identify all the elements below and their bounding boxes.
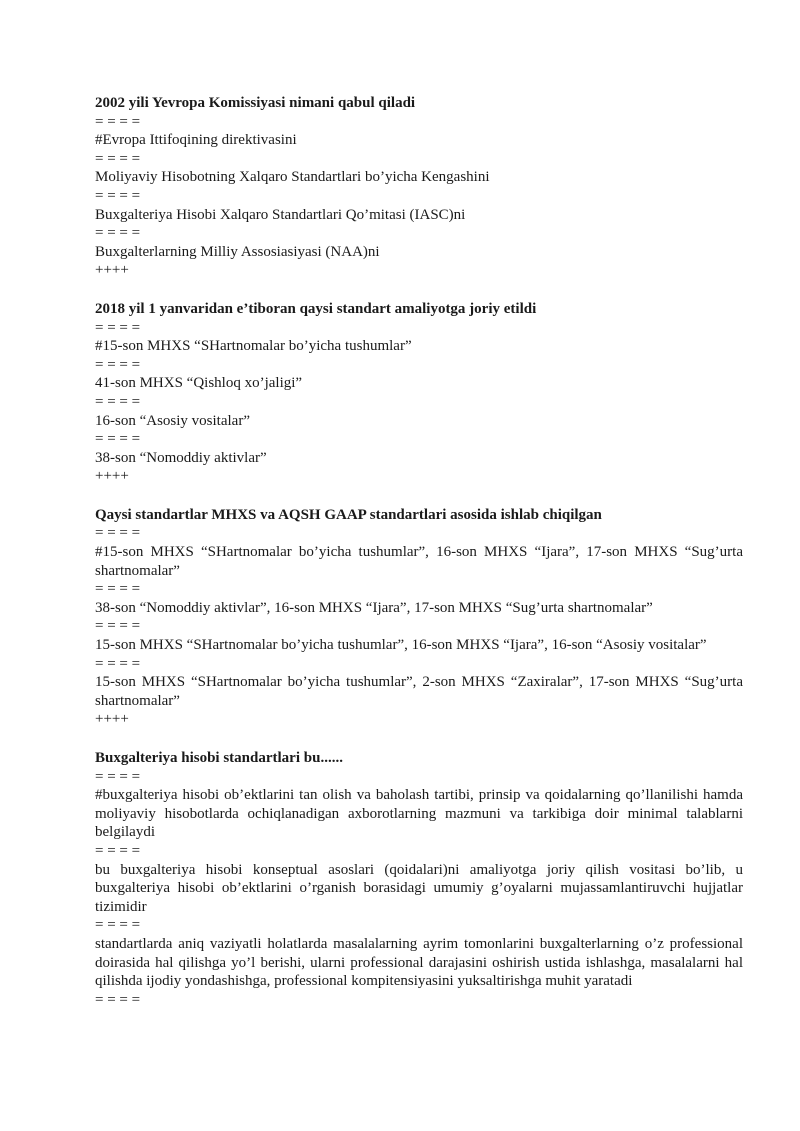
answer-option: #Evropa Ittifoqining direktivasini — [95, 132, 297, 149]
end-marker: ++++ — [95, 468, 129, 485]
separator: = = = = — [95, 113, 141, 130]
answer-option: 38-son “Nomoddiy aktivlar” — [95, 449, 267, 466]
answer-option: standartlarda aniq vaziyatli holatlarda masalalarning ayrim tomonlarini buxgalterlarning o’z professional doirasida hal qilishga yo’l berishi, ularni professional darajasini oshirish ustida ishlashga, masalalarni hal qilishda ijodiy yondashishga, professional kompitensiyasini yuksaltirishga muhit yaratadi — [95, 935, 743, 990]
separator: = = = = — [95, 655, 141, 672]
answer-option: Buxgalterlarning Milliy Assosiasiyasi (NAA)ni — [95, 243, 380, 260]
separator: = = = = — [95, 525, 141, 542]
answer-option: #15-son MHXS “SHartnomalar bo’yicha tushumlar”, 16-son MHXS “Ijara”, 17-son MHXS “Sug’urta shartnomalar” — [95, 544, 743, 579]
answer-option: 15-son MHXS “SHartnomalar bo’yicha tushumlar”, 2-son MHXS “Zaxiralar”, 17-son MHXS “Sug’urta shartnomalar” — [95, 674, 743, 709]
separator: = = = = — [95, 581, 141, 598]
separator: = = = = — [95, 150, 141, 167]
answer-option: bu buxgalteriya hisobi konseptual asoslari (qoidalari)ni amaliyotga joriy qilish vositasi bo’lib, u buxgalteriya hisobi ob’ektlarini o’rganish borasidagi umumiy g’oyalarni mujassamlantiruvchi hujjatlar tizimidir — [95, 861, 743, 915]
answer-option: 16-son “Asosiy vositalar” — [95, 412, 250, 429]
answer-option: Buxgalteriya Hisobi Xalqaro Standartlari Qo’mitasi (IASC)ni — [95, 206, 466, 223]
end-marker: ++++ — [95, 711, 129, 728]
question-text: 2002 yili Yevropa Komissiyasi nimani qabul qiladi — [95, 95, 416, 111]
end-marker: ++++ — [95, 262, 129, 279]
question-block — [95, 749, 743, 1009]
separator: = = = = — [95, 225, 141, 242]
separator: = = = = — [95, 618, 141, 635]
separator: = = = = — [95, 393, 141, 410]
separator: = = = = — [95, 768, 141, 785]
separator: = = = = — [95, 356, 141, 373]
question-block — [95, 506, 743, 729]
separator: = = = = — [95, 991, 141, 1008]
answer-option: 41-son MHXS “Qishloq xo’jaligi” — [95, 375, 303, 392]
question-block — [95, 94, 743, 280]
answer-option: #buxgalteriya hisobi ob’ektlarini tan olish va baholash tartibi, prinsip va qoidalarning qo’llanilishi hamda moliyaviy hisobotlarda ochiqlanadigan axborotlarning mazmuni va tarkibiga doir minimal talablarni belgilaydi — [95, 787, 743, 841]
separator: = = = = — [95, 431, 141, 448]
question-text: Buxgalteriya hisobi standartlari bu...... — [95, 750, 343, 766]
question-text: 2018 yil 1 yanvaridan e’tiboran qaysi standart amaliyotga joriy etildi — [95, 300, 537, 317]
answer-option: 15-son MHXS “SHartnomalar bo’yicha tushumlar”, 16-son MHXS “Ijara”, 16-son “Asosiy vositalar” — [95, 637, 707, 654]
question-block — [95, 300, 743, 486]
separator: = = = = — [95, 842, 141, 859]
answer-option: Moliyaviy Hisobotning Xalqaro Standartlari bo’yicha Kengashini — [95, 169, 490, 186]
separator: = = = = — [95, 187, 141, 204]
answer-option: 38-son “Nomoddiy aktivlar”, 16-son MHXS “Ijara”, 17-son MHXS “Sug’urta shartnomalar” — [95, 599, 653, 616]
separator: = = = = — [95, 319, 141, 336]
separator: = = = = — [95, 917, 141, 934]
answer-option: #15-son MHXS “SHartnomalar bo’yicha tushumlar” — [95, 338, 412, 355]
question-text: Qaysi standartlar MHXS va AQSH GAAP standartlari asosida ishlab chiqilgan — [95, 506, 602, 523]
